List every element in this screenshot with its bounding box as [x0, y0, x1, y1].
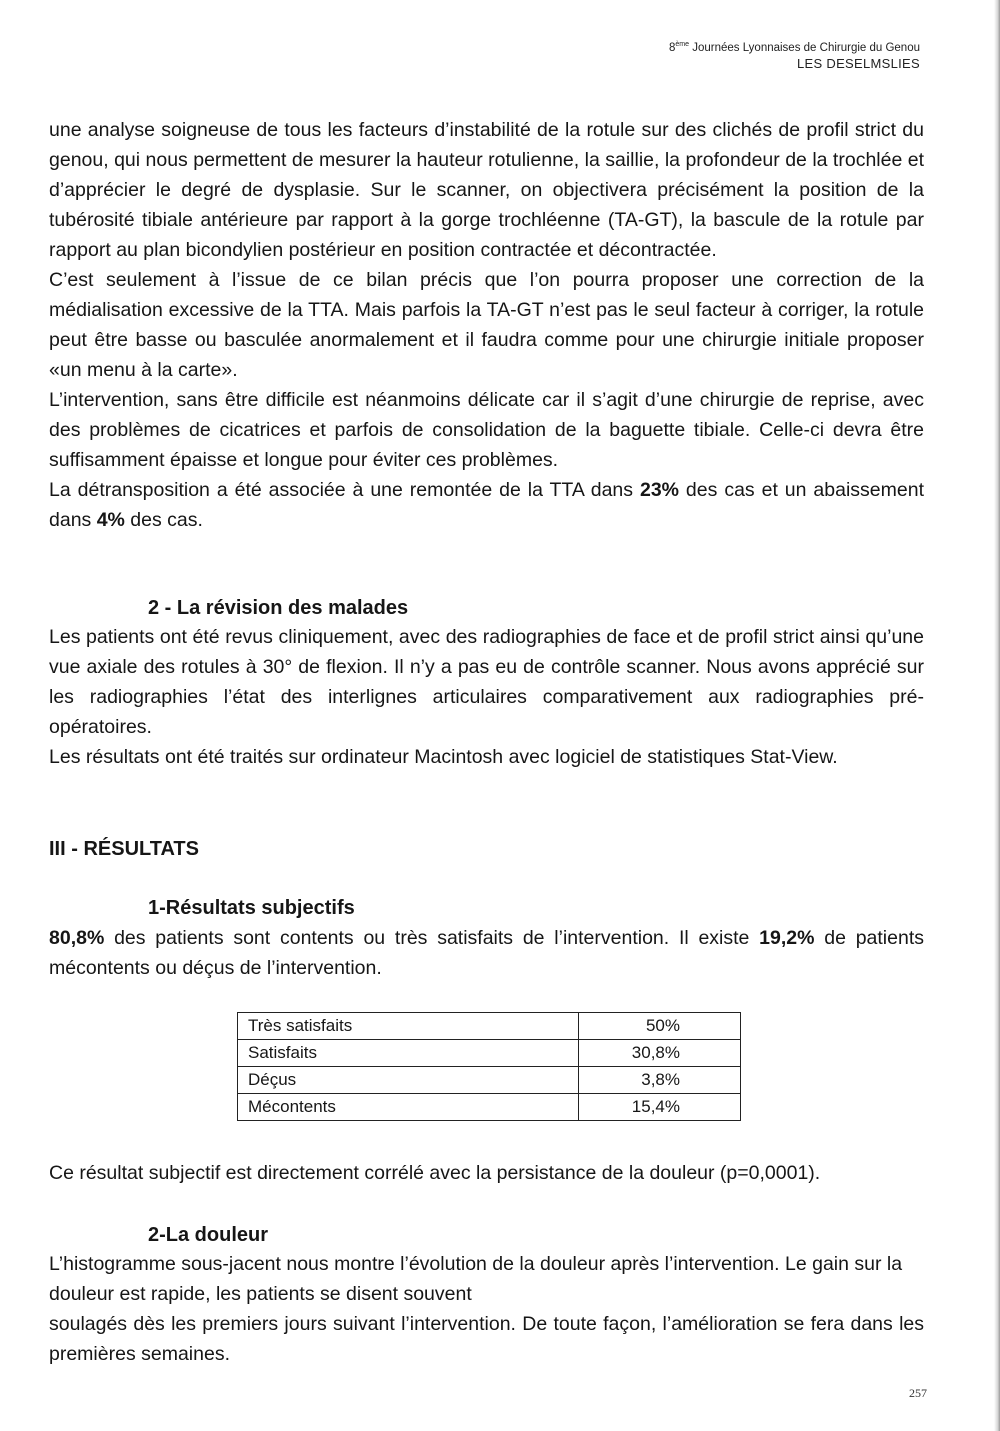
- page-number: 257: [909, 1386, 927, 1400]
- paragraph: La détransposition a été associée à une remontée de la TTA dans 23% des cas et un abaissement dans 4% des cas.: [49, 479, 924, 531]
- table-row: [238, 1094, 741, 1121]
- subsection-heading-pain: 2-La douleur: [148, 1224, 269, 1246]
- page-edge-shadow: [994, 0, 1000, 1431]
- table-cell-label: Déçus: [238, 1067, 579, 1094]
- intro-section: [49, 115, 924, 535]
- correlation-text: [49, 1158, 924, 1188]
- table-cell-value: 15,4%: [579, 1094, 741, 1121]
- table-cell-label: Mécontents: [238, 1094, 579, 1121]
- paragraph: une analyse soigneuse de tous les facteurs d’instabilité de la rotule sur des clichés de profil strict du genou, qui nous permettent de mesurer la hauteur rotulienne, la saillie, la profondeur de la trochlée et d’apprécier le degré de dysplasie. Sur le scanner, on objectivera précisément la position de la tubérosité tibiale antérieure par rapport à la gorge trochléenne (TA-GT), la bascule de la rotule par rapport au plan bicondylien postérieur en position contractée et décontractée.: [49, 119, 924, 261]
- table-cell-value: 3,8%: [579, 1067, 741, 1094]
- paragraph: L’intervention, sans être difficile est néanmoins délicate car il s’agit d’une chirurgie de reprise, avec des problèmes de cicatrices et parfois de consolidation de la baguette tibiale. Celle-ci devra être suffisamment épaisse et longue pour éviter ces problèmes.: [49, 389, 924, 471]
- running-head: [669, 40, 920, 72]
- paragraph: Ce résultat subjectif est directement corrélé avec la persistance de la douleur (p=0,0001).: [49, 1162, 821, 1184]
- table-cell-label: Satisfaits: [238, 1040, 579, 1067]
- subsection-heading-subjective: 1-Résultats subjectifs: [148, 897, 355, 919]
- paragraph: Les résultats ont été traités sur ordinateur Macintosh avec logiciel de statistiques Stat-View.: [49, 746, 838, 768]
- table-row: [238, 1067, 741, 1094]
- pain-section: [49, 1249, 924, 1369]
- table-row: [238, 1040, 741, 1067]
- paragraph: L’histogramme sous-jacent nous montre l’évolution de la douleur après l’intervention. Le gain sur la douleur est rapide, les patients se disent souvent: [49, 1253, 903, 1305]
- paragraph: C’est seulement à l’issue de ce bilan précis que l’on pourra proposer une correction de la médialisation excessive de la TTA. Mais parfois la TA-GT n’est pas le seul facteur à corriger, la rotule peut être basse ou basculée anormalement et il faudra comme pour une chirurgie initiale proposer «un menu à la carte».: [49, 269, 924, 381]
- table-cell-value: 50%: [579, 1013, 741, 1040]
- running-head-authors: LES DESELMSLIES: [797, 56, 920, 71]
- subjective-results-text: [49, 923, 924, 983]
- section-heading-revision: 2 - La révision des malades: [148, 597, 409, 619]
- satisfaction-table: [237, 1012, 741, 1121]
- paragraph: Les patients ont été revus cliniquement, avec des radiographies de face et de profil strict ainsi qu’une vue axiale des rotules à 30° de flexion. Il n’y a pas eu de contrôle scanner. Nous avons apprécié sur les radiographies l’état des interlignes articulaires comparativement aux radiographies pré-opératoires.: [49, 626, 924, 738]
- running-head-event: 8ème Journées Lyonnaises de Chirurgie du Genou: [668, 41, 920, 54]
- table-cell-value: 30,8%: [579, 1040, 741, 1067]
- table-row: [238, 1013, 741, 1040]
- paragraph: 80,8% des patients sont contents ou très satisfaits de l’intervention. Il existe 19,2% de patients mécontents ou déçus de l’intervention.: [49, 927, 924, 979]
- section-heading-results: III - RÉSULTATS: [49, 838, 199, 860]
- table-cell-label: Très satisfaits: [238, 1013, 579, 1040]
- paragraph: soulagés dès les premiers jours suivant l’intervention. De toute façon, l’amélioration se fera dans les premières semaines.: [49, 1313, 924, 1365]
- revision-section: [49, 622, 924, 772]
